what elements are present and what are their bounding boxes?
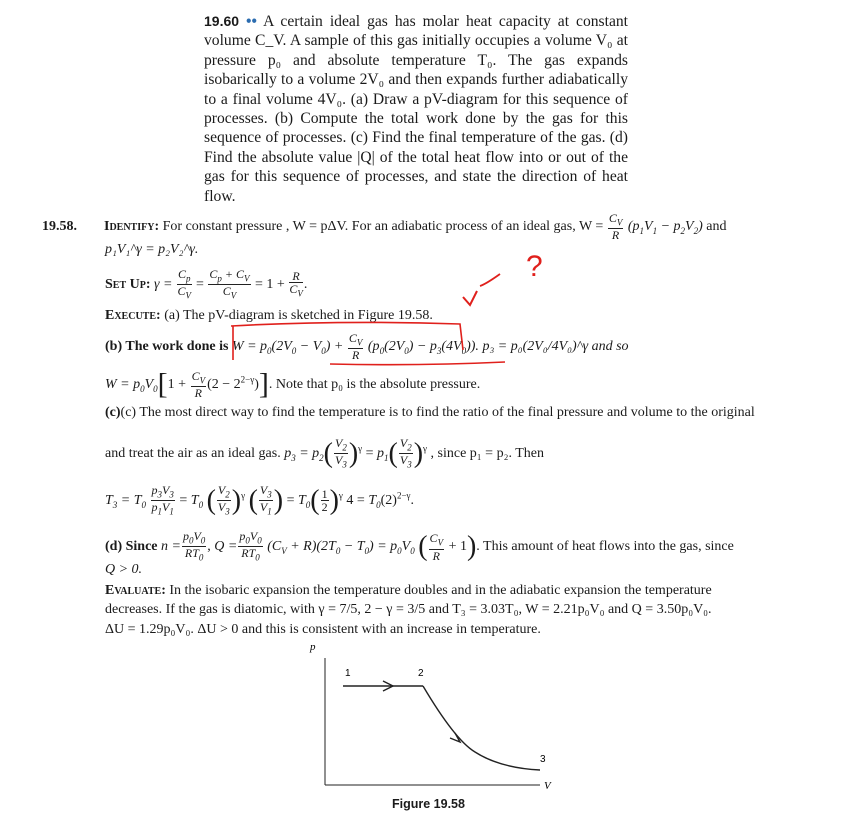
identify-text: For constant pressure , W = pΔV. For an adiabatic process of an ideal gas, W = xyxy=(162,218,604,234)
point-2-label: 2 xyxy=(418,668,424,679)
execute-b-line: (b) The work done is $W = p_0(2V_0 - V_0)$ + $\frac{C_V}{R}$ $(p_0(2V_0) - p_3(4V_0))$. p₃ = p₀(2V₀/4V₀)^γ and so xyxy=(105,331,629,363)
evaluate-line2: decreases. If the gas is diatomic, with γ = 7/5, 2 − γ = 3/5 and T₃ = 3.03T₀, W = 2.21p₀V₀ and Q = 3.50p₀V₀. xyxy=(105,602,712,617)
evaluate-label: Evaluate: xyxy=(105,583,166,598)
point-3-label: 3 xyxy=(540,754,546,765)
question-mark-ink: ? xyxy=(526,250,543,283)
evaluate-line3: ΔU = 1.29p₀V₀. ΔU > 0 and this is consistent with an increase in temperature. xyxy=(105,622,541,637)
figure-caption: Figure 19.58 xyxy=(392,797,465,811)
execute-c-text: (c) The most direct way to find the temperature is to find the ratio of the final pressure and volume to the original xyxy=(120,405,755,420)
evaluate-text1: In the isobaric expansion the temperature doubles and in the adiabatic expansion the temperature xyxy=(169,583,712,598)
execute-c-text2: and treat the air as an ideal gas. xyxy=(105,446,281,462)
setup-label: Set Up: xyxy=(105,277,151,293)
execute-d-tail: This amount of heat flows into the gas, since xyxy=(483,539,734,555)
solution-number: 19.58. xyxy=(42,218,77,234)
execute-c-result: $T_3 = T_0$ $\frac{p_3V_3}{p_1V_1}$ = $T_0$ ( $\frac{V_2}{V_3}$ )$^\gamma$ ( $\frac{V_3}{V_1}$ ) = $T_0$( $\frac{1}{2}$ )$^\gamma$ $4 = T_0(2)^{2-\gamma}$. xyxy=(105,483,414,517)
execute-d-end: Q > 0. xyxy=(105,562,143,577)
execute-b-result: $W = p_0V_0[1$ + $\frac{C_V}{R}$ $(2 - 2^{2-\gamma})$]. Note that p₀ is the absolute pressure. xyxy=(105,367,481,401)
execute-label: Execute: xyxy=(105,308,161,323)
p-axis-label: p xyxy=(310,641,316,653)
point-1-label: 1 xyxy=(345,668,351,679)
identify-label: Identify: xyxy=(104,218,160,234)
execute-d-label: (d) Since xyxy=(105,539,158,555)
cv-over-r: $\frac{C_V}{R}$ xyxy=(608,211,623,243)
execute-b-intro: (b) The work done is xyxy=(105,338,229,354)
problem-text: A certain ideal gas has molar heat capacity at constant volume C_V. A sample of this gas initially occupies a volume V₀ at pressure p₀ and absolute temperature T₀. The gas expands isobarically to a volume 2V₀ and then expands further adiabatically to a final volume 4V₀. (a) Draw a pV-diagram for this sequence of processes. (b) Compute the total work done by the gas for this sequence of processes. (c) Find the final temperature of the gas. (d) Find the absolute value |Q| of the total heat flow into or out of the gas for this sequence of processes, and state the direction of heat flow. xyxy=(204,13,628,205)
setup-line: Set Up: γ = $\frac{C_p}{C_V}$ = $\frac{C_p + C_V}{C_V}$ = 1 + $\frac{R}{C_V}$ . xyxy=(105,267,308,301)
execute-d-line: (d) Since n = $\frac{p_0V_0}{RT_0}$ , Q = $\frac{p_0V_0}{RT_0}$ $(C_V + R)(2T_0 - T_0) = p_0V_0$ ( $\frac{C_V}{R}$ + 1). This amount of heat flows into the gas, since xyxy=(105,529,734,563)
execute-c-line1: (c)(c) The most direct way to find the temperature is to find the ratio of the final pressure and volume to the original xyxy=(105,405,755,420)
problem-number: 19.60 xyxy=(204,13,240,29)
execute-a-text: (a) The pV-diagram is sketched in Figure 19.58. xyxy=(164,308,433,323)
execute-b-tail: p₃ = p₀(2V₀/4V₀)^γ and so xyxy=(482,338,629,354)
identify-eq2: p₁V₁^γ = p₂V₂^γ. xyxy=(105,242,199,257)
v-axis-label: V xyxy=(544,780,551,792)
execute-b-note: Note that p₀ is the absolute pressure. xyxy=(275,376,481,392)
identify-line: 19.58. Identify: For constant pressure , W = pΔV. For an adiabatic process of an ideal gas, W = $\frac{C_V}{R}$ $(p_1V_1 - p_2V_2)$ and xyxy=(42,211,727,243)
execute-c-tail: , since p₁ = p₂. Then xyxy=(430,446,544,462)
execute-c-line2: and treat the air as an ideal gas. $p_3 = p_2$( $\frac{V_2}{V_3}$ )$^\gamma = p_1$( $\frac{V_2}{V_3}$ )$^\gamma$ , since p₁ = p₂. Then xyxy=(105,436,544,470)
difficulty-dots: •• xyxy=(246,13,257,30)
identify-and: and xyxy=(706,218,727,234)
adiabatic-curve xyxy=(423,686,540,770)
